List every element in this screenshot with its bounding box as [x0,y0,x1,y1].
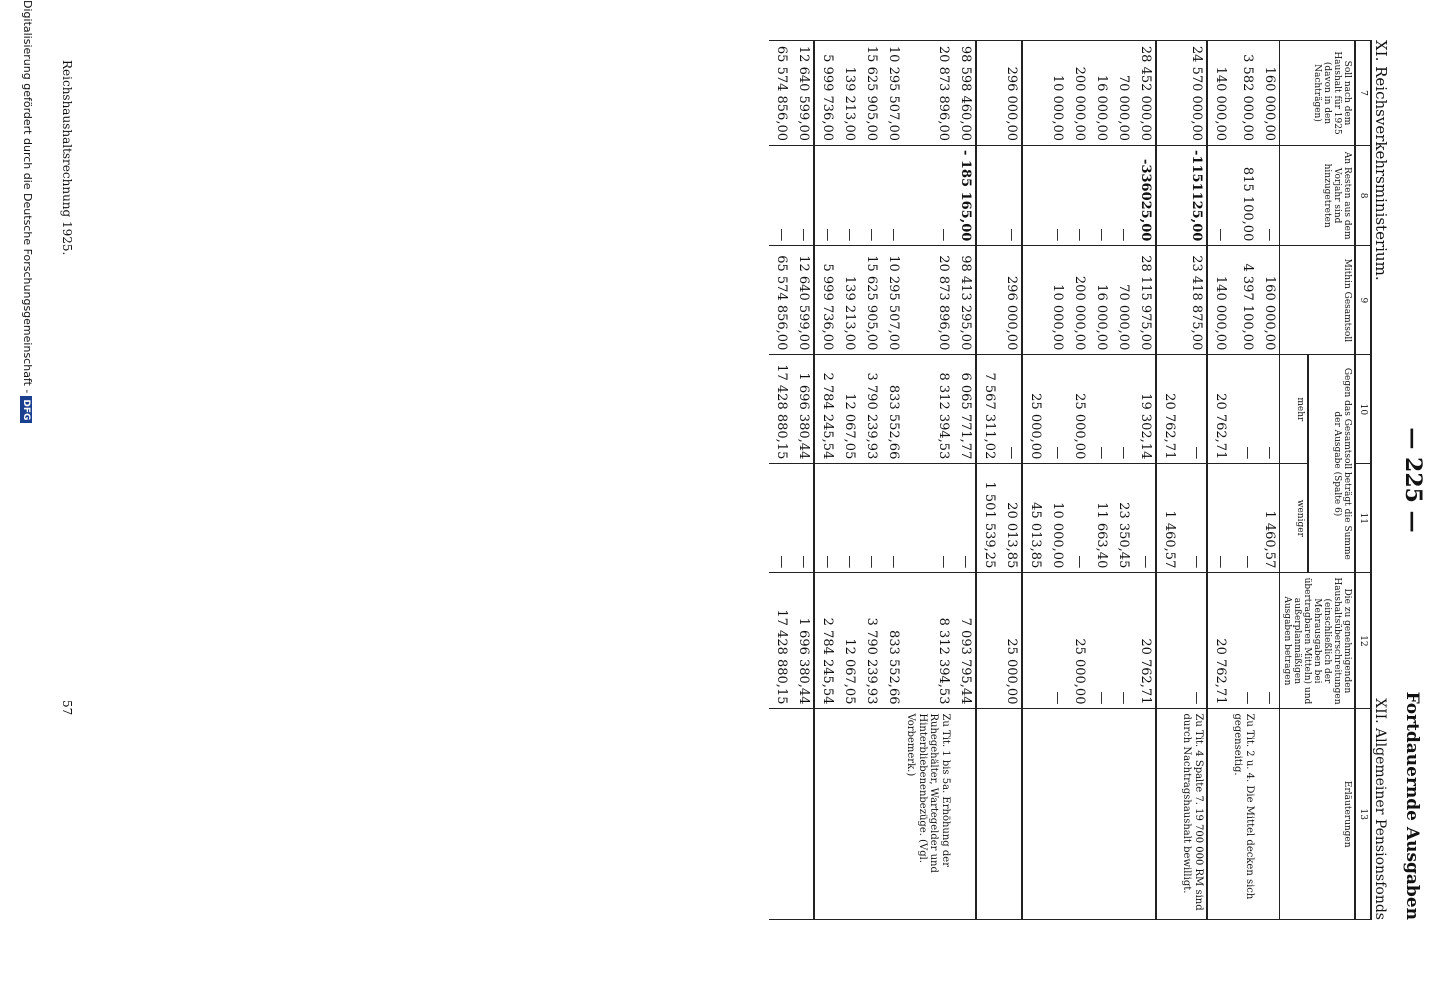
table-row [999,41,1022,920]
cell-c7: 3 582 000,00 [1230,41,1257,146]
cell-c11: 23 350,45 [1111,464,1133,573]
cell-c13 [769,709,791,920]
table-row [903,41,953,920]
table-row [769,41,791,920]
cell-c13 [1111,709,1133,920]
cell-c8: — [1111,146,1133,246]
cell-c12: 1 696 380,44 [791,573,814,709]
colnum-10: 10 [1355,355,1371,464]
dfg-logo: DFG [20,396,32,423]
cell-c12 [1022,573,1045,709]
cell-c8 [1156,146,1179,246]
header-gegen [1308,355,1355,573]
cell-c9: 20 873 896,00 [903,246,953,355]
cell-c11: — [1230,464,1257,573]
cell-c7: 24 570 000,00 [1179,41,1207,146]
cell-c11: — [1179,464,1207,573]
budget-table [769,40,1372,920]
table-row [1179,41,1207,920]
cell-c13 [881,709,903,920]
table-row [881,41,903,920]
cell-c11: — [814,464,837,573]
cell-c7: 10 295 507,00 [881,41,903,146]
cell-c8: — [1089,146,1111,246]
header-weniger: weniger [1280,464,1308,573]
credit-text: Digitalisierung gefördert durch die Deutsche Forschungsgemeinschaft - [21,0,34,394]
footer-page-number: 57 [60,700,74,716]
table-row [1089,41,1111,920]
cell-c10: 12 067,05 [837,355,859,464]
cell-c9: 5 999 736,00 [814,246,837,355]
cell-c9: 28 115 975,00 [1133,246,1156,355]
header-erlaeuterungen-text: Erläuterungen [1342,780,1352,848]
cell-c9: 10 000,00 [1045,246,1067,355]
cell-c7: 20 873 896,00 [903,41,953,146]
cell-c8: 815 100,00 [1230,146,1257,246]
cell-c8: — [1207,146,1230,246]
cell-c9: 296 000,00 [999,246,1022,355]
cell-c8: — [903,146,953,246]
colnum-13: 13 [1355,709,1371,920]
cell-c13 [791,709,814,920]
cell-c11: — [953,464,976,573]
header-gesamtsoll [1280,246,1356,355]
cell-c13 [999,709,1022,920]
section-title: Fortdauernde Ausgaben [1402,691,1422,920]
cell-c11: — [791,464,814,573]
cell-c13 [1156,709,1179,920]
cell-c10: 833 552,66 [881,355,903,464]
column-number-row [1355,41,1371,920]
column-header-row [1308,41,1355,920]
cell-c12: 17 428 880,15 [769,573,791,709]
cell-c8: — [1045,146,1067,246]
cell-c12: 833 552,66 [881,573,903,709]
cell-c9: 140 000,00 [1207,246,1230,355]
cell-c11: — [859,464,881,573]
cell-c13 [1045,709,1067,920]
cell-c9 [976,246,999,355]
cell-c9: 4 397 100,00 [1230,246,1257,355]
cell-c10: 8 312 394,53 [903,355,953,464]
table-row [1257,41,1280,920]
cell-c12: 20 762,71 [1207,573,1230,709]
table-body [769,41,1280,920]
cell-c12: — [1179,573,1207,709]
cell-c10: 17 428 880,15 [769,355,791,464]
cell-c11: — [837,464,859,573]
cell-c13 [859,709,881,920]
cell-c13 [1022,709,1045,920]
section-subtitle: XII. Allgemeiner Pensionsfonds [1372,698,1388,920]
cell-c10: — [1089,355,1111,464]
cell-c7: 65 574 856,00 [769,41,791,146]
cell-c10: — [999,355,1022,464]
colnum-7: 7 [1355,41,1371,146]
cell-c9: 139 213,00 [837,246,859,355]
cell-c9: 16 000,00 [1089,246,1111,355]
cell-c13 [976,709,999,920]
header-gesamtsoll-text: Mithin Gesamtsoll [1342,258,1352,343]
cell-c10: — [1257,355,1280,464]
cell-c8: — [769,146,791,246]
colnum-9: 9 [1355,246,1371,355]
cell-c11: — [769,464,791,573]
cell-c13 [1067,709,1089,920]
cell-c12: 25 000,00 [1067,573,1089,709]
cell-c7: 139 213,00 [837,41,859,146]
cell-c9: 15 625 905,00 [859,246,881,355]
cell-c12 [1156,573,1179,709]
cell-c13 [1133,709,1156,920]
cell-c13 [953,709,976,920]
cell-c11: — [903,464,953,573]
cell-c7 [976,41,999,146]
cell-c8 [1022,146,1045,246]
cell-c7: 160 000,00 [1257,41,1280,146]
colnum-8: 8 [1355,146,1371,246]
cell-c12 [976,573,999,709]
cell-c7: 70 000,00 [1111,41,1133,146]
cell-c8: -1151125,00 [1179,146,1207,246]
cell-c10: 20 762,71 [1156,355,1179,464]
cell-c8: — [881,146,903,246]
cell-c10: 19 302,14 [1133,355,1156,464]
cell-c13 [837,709,859,920]
table-row [1133,41,1156,920]
header-soll-text: Soll nach dem Haushalt für 1925 (davon in den Nachträgen) [1312,51,1352,135]
cell-c9: 12 640 599,00 [791,246,814,355]
table-row [1022,41,1045,920]
cell-c11: — [1133,464,1156,573]
cell-c9: 10 295 507,00 [881,246,903,355]
cell-c13 [1207,709,1230,920]
cell-c7: 28 452 000,00 [1133,41,1156,146]
cell-c10: — [1045,355,1067,464]
cell-c11: 20 013,85 [999,464,1022,573]
cell-c8: — [837,146,859,246]
cell-c12: 2 784 245,54 [814,573,837,709]
cell-c8 [976,146,999,246]
cell-c12: — [1045,573,1067,709]
cell-c9: 98 413 295,00 [953,246,976,355]
cell-c10: 1 696 380,44 [791,355,814,464]
cell-c11: — [1067,464,1089,573]
header-soll [1280,41,1356,146]
cell-c12: — [1089,573,1111,709]
table-row [976,41,999,920]
cell-c13 [1089,709,1111,920]
cell-c10: — [1230,355,1257,464]
cell-c7: 140 000,00 [1207,41,1230,146]
cell-c12: 12 067,05 [837,573,859,709]
cell-c7: 200 000,00 [1067,41,1089,146]
footer-title: Reichshaushaltsrechnung 1925. [60,60,74,256]
cell-c7 [1156,41,1179,146]
table-row [814,41,837,920]
cell-c7: 5 999 736,00 [814,41,837,146]
cell-c12: — [1111,573,1133,709]
cell-c8: — [791,146,814,246]
table-row [1067,41,1089,920]
cell-c11: — [1207,464,1230,573]
header-ueberschreitungen-text: Die zu genehmigenden Haushaltsüberschreitungen (einschließlich der Mehrausgaben bei übertragbaren Mitteln) und außerplanmäßigen Ausgaben betragen [1282,577,1352,705]
cell-c12: 20 762,71 [1133,573,1156,709]
cell-c12: 3 790 239,93 [859,573,881,709]
cell-c13 [814,709,837,920]
cell-c9: 23 418 875,00 [1179,246,1207,355]
table-row [1156,41,1179,920]
table-row [1230,41,1257,920]
cell-c8: — [859,146,881,246]
cell-c9 [1022,246,1045,355]
header-mehr: mehr [1280,355,1308,464]
cell-c10: 25 000,00 [1067,355,1089,464]
cell-c7: 98 598 460,00 [953,41,976,146]
cell-c12: 25 000,00 [999,573,1022,709]
cell-c7: 16 000,00 [1089,41,1111,146]
header-reste [1280,146,1356,246]
dfg-credit [20,0,34,423]
table-row [859,41,881,920]
ministry-heading: XI. Reichsverkehrsministerium. [1372,40,1390,281]
cell-c11: 1 460,57 [1257,464,1280,573]
table-row [953,41,976,920]
cell-c12: 7 093 795,44 [953,573,976,709]
cell-c8: - 185 165,00 [953,146,976,246]
table-row [1207,41,1230,920]
cell-c10: 6 065 771,77 [953,355,976,464]
cell-c11: 1 460,57 [1156,464,1179,573]
header-reste-text: An Resten aus dem Vorjahr sind hinzugetreten [1322,151,1352,240]
header-erlaeuterungen [1280,709,1356,920]
cell-c12: — [1257,573,1280,709]
cell-c7 [1022,41,1045,146]
cell-c11: 1 501 539,25 [976,464,999,573]
cell-c13: Zu Tit. 2 u. 4. Die Mittel decken sich gegenseitig. [1230,709,1257,920]
cell-c7: 10 000,00 [1045,41,1067,146]
cell-c10: — [1179,355,1207,464]
cell-c9: 160 000,00 [1257,246,1280,355]
cell-c8: — [814,146,837,246]
table-row [1111,41,1133,920]
header-gegen-text: Gegen das Gesamtsoll beträgt die Summe der Ausgabe (Spalte 6) [1332,367,1352,560]
cell-c10: 3 790 239,93 [859,355,881,464]
cell-c7: 12 640 599,00 [791,41,814,146]
page-number: — 225 — [1400,427,1426,533]
table-row [791,41,814,920]
colnum-11: 11 [1355,464,1371,573]
table-row [837,41,859,920]
cell-c10: 2 784 245,54 [814,355,837,464]
cell-c11: 11 663,40 [1089,464,1111,573]
cell-c11: 45 013,85 [1022,464,1045,573]
cell-c9: 70 000,00 [1111,246,1133,355]
cell-c13: Zu Tit. 1 bis 5a. Erhöhung der Ruhegehälter, Wartegelder und Hinterbliebenenbezüge. (Vgl. Vorbemerk.) [903,709,953,920]
cell-c7: 15 625 905,00 [859,41,881,146]
colnum-12: 12 [1355,573,1371,709]
cell-c9: 200 000,00 [1067,246,1089,355]
cell-c10: 7 567 311,02 [976,355,999,464]
header-ueberschreitungen [1280,573,1356,709]
table-row [1045,41,1067,920]
cell-c12: — [1230,573,1257,709]
cell-c8: — [1257,146,1280,246]
cell-c11: 10 000,00 [1045,464,1067,573]
cell-c13 [1257,709,1280,920]
cell-c12: 8 312 394,53 [903,573,953,709]
cell-c10: 25 000,00 [1022,355,1045,464]
cell-c8: — [1067,146,1089,246]
cell-c10: — [1111,355,1133,464]
cell-c8: — [999,146,1022,246]
cell-c7: 296 000,00 [999,41,1022,146]
cell-c10: 20 762,71 [1207,355,1230,464]
cell-c9: 65 574 856,00 [769,246,791,355]
cell-c9 [1156,246,1179,355]
cell-c13: Zu Tit. 4 Spalte 7. 19 700 000 RM sind durch Nachtragshaushalt bewilligt. [1179,709,1207,920]
page-header [1366,40,1426,920]
cell-c11: — [881,464,903,573]
cell-c8: -336025,00 [1133,146,1156,246]
